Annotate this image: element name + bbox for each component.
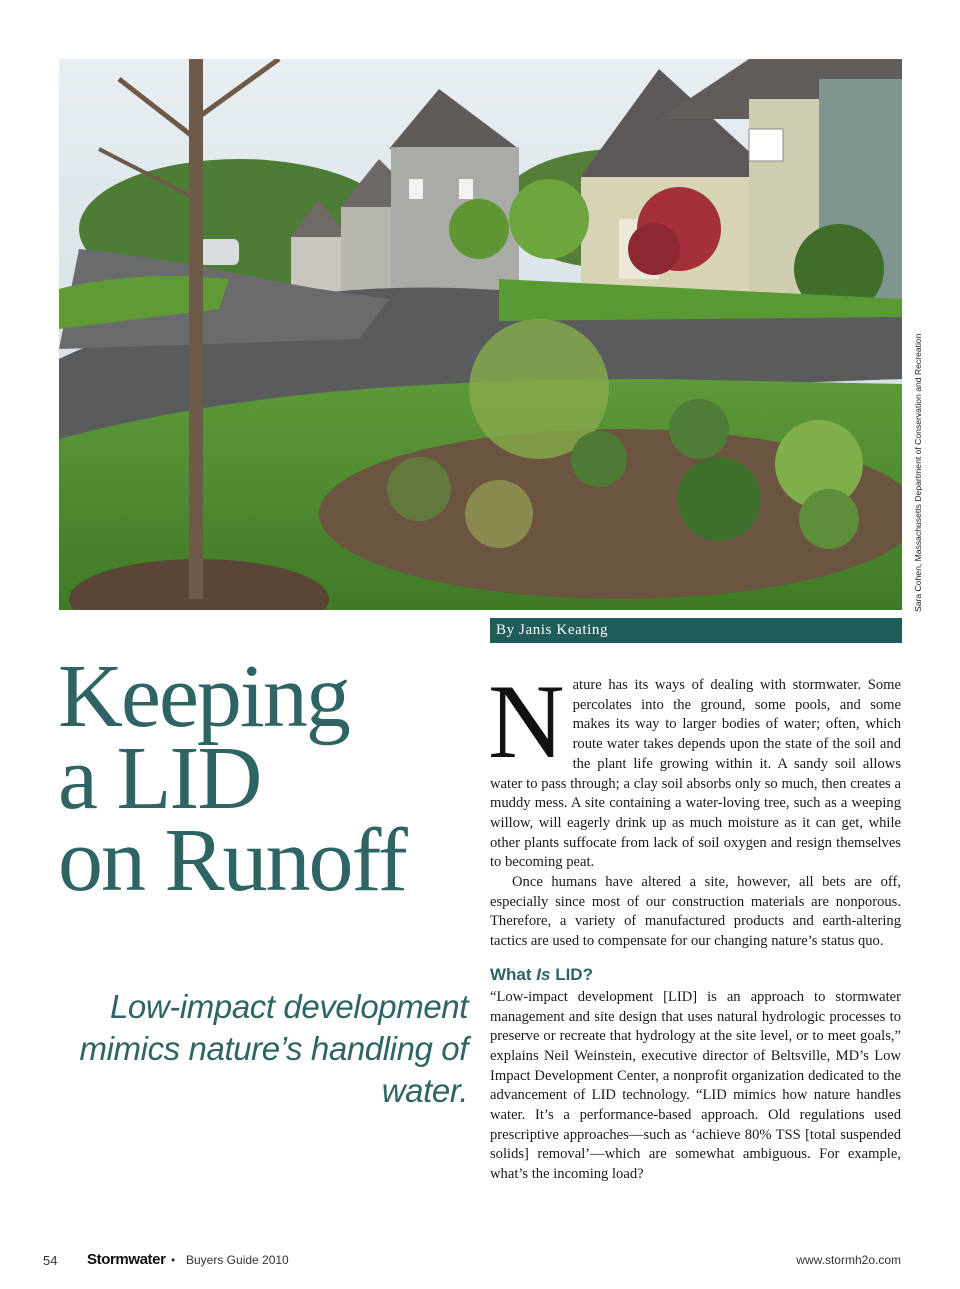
- drop-cap: N: [488, 663, 565, 780]
- page-number: 54: [43, 1253, 58, 1268]
- paragraph-1-text: ature has its ways of dealing with stormwater. Some percolates into the ground, some pools, and some makes its way to larger bodies of water; often, which route water takes depends upon the state of the soil and the plant life growing within it. A sandy soil allows water to pass through; a clay soil absorbs only so much, then creates a muddy mess. A site containing a water-loving tree, such as a weeping willow, will eagerly drink up as much moisture as it can get, while other plants suffocate from lack of soil oxygen and resign themselves to becoming peat.: [490, 677, 901, 871]
- section-heading-emphasis: Is: [536, 964, 551, 984]
- article-subtitle: Low-impact development mimics nature’s handling of water.: [79, 988, 468, 1109]
- page-footer: [43, 1253, 901, 1271]
- website-url: www.stormh2o.com: [796, 1253, 901, 1267]
- byline: By Janis Keating: [490, 618, 902, 643]
- hero-photo: [59, 59, 902, 610]
- paragraph-1: [488, 663, 901, 873]
- article-body: [488, 663, 901, 1185]
- title-line-1: Keeping: [58, 647, 349, 746]
- issue-name: Buyers Guide 2010: [186, 1253, 289, 1267]
- magazine-name: Stormwater: [87, 1251, 166, 1268]
- paragraph-2: Once humans have altered a site, however, all bets are off, especially since most of our construction materials are nonporous. Therefore, a variety of manufactured products and earth-altering tactics are used to compensate for our changing nature’s status quo.: [490, 874, 901, 950]
- neighborhood-photo: [59, 59, 902, 610]
- paragraph-3: “Low-impact development [LID] is an approach to stormwater management and site design that uses natural hydrologic processes to preserve or recreate that hydrology at the site level, or to meet goals,” explains Neil Weinstein, executive director of Beltsville, MD’s Low Impact Development Center, a nonprofit organization dedicated to the advancement of LID technology. “LID mimics how nature handles water. It’s a performance-based approach. Old regulations used prescriptive approaches—such as ‘achieve 80% TSS [total suspended solids] removal’—which are somewhat ambiguous. For example, what’s the incoming load?: [490, 988, 901, 1183]
- footer-bullet: •: [171, 1253, 176, 1267]
- section-heading: [490, 964, 901, 986]
- article-title: [58, 647, 478, 910]
- photo-credit: Sara Cohen, Massachusetts Department of Conservation and Recreation: [913, 333, 923, 612]
- section-heading-part-3: LID?: [550, 964, 593, 984]
- title-line-3: on Runoff: [58, 811, 406, 910]
- section-heading-part-1: What: [490, 964, 537, 984]
- title-line-2: a LID: [58, 729, 261, 828]
